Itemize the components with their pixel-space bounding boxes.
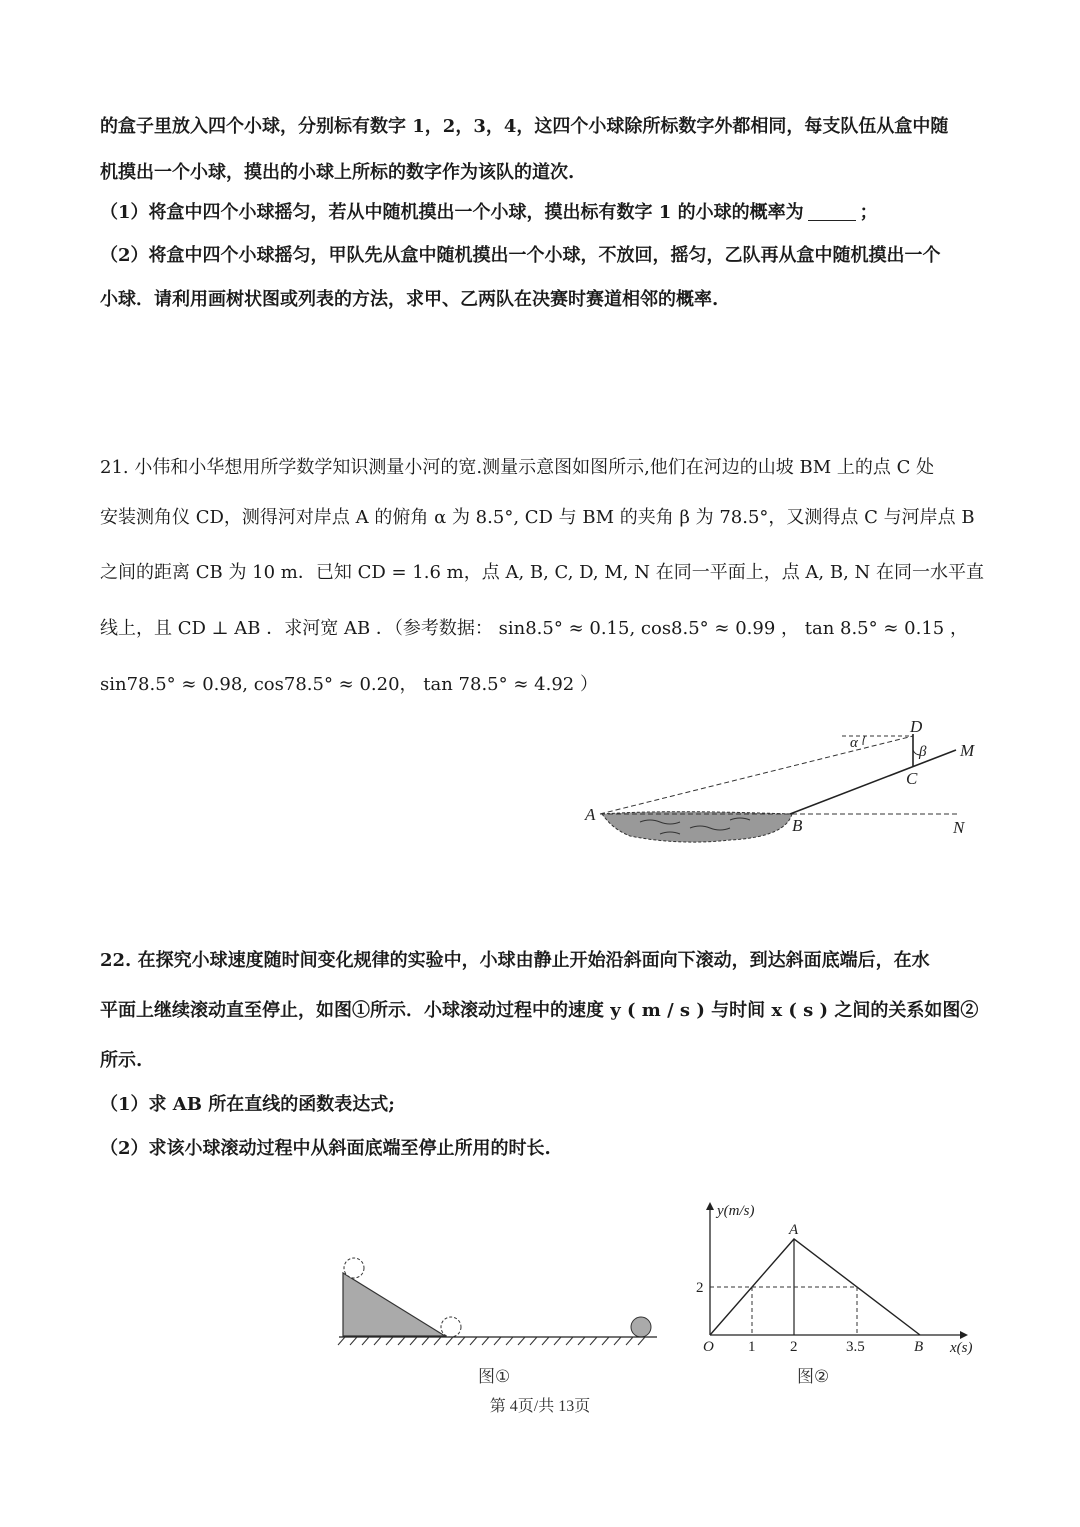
hatch-mark [590,1337,597,1345]
ball-top [344,1258,364,1278]
q20-part-2-line-2: 小球．请利用画树状图或列表的方法，求甲、乙两队在决赛时赛道相邻的概率. [100,289,719,310]
hatch-mark [614,1337,621,1345]
ramp [343,1273,445,1336]
velocity-graph [695,1195,985,1360]
hatch-mark [458,1337,465,1345]
label-B: B [792,816,803,835]
hatch-mark [530,1337,537,1345]
hatch-mark [566,1337,573,1345]
q21-line-1: 21. 小伟和小华想用所学数学知识测量小河的宽.测量示意图如图所示,他们在河边的山坡 BM 上的点 C 处 [100,457,935,478]
q20-part-1-end: ； [859,202,878,223]
hatch-mark [362,1337,369,1345]
hatch-mark [410,1337,417,1345]
river-shape [602,812,792,842]
label-D: D [910,717,923,736]
hatch-mark [446,1337,453,1345]
hatch-mark [494,1337,501,1345]
x-tick-label: 1 [748,1339,756,1355]
hatch-mark [482,1337,489,1345]
q21-line-3: 之间的距离 CB 为 10 m．已知 CD = 1.6 m，点 A, B, C, D, M, N 在同一平面上，点 A, B, N 在同一水平直 [100,562,985,583]
q22-part-1: （1）求 AB 所在直线的函数表达式; [100,1094,395,1115]
hatch-mark [626,1337,633,1345]
q22-line-2: 平面上继续滚动直至停止，如图①所示．小球滚动过程中的速度 y ( m / s ) 与时间 x ( s ) 之间的关系如图② [100,1000,979,1021]
q20-part-1 [100,198,878,224]
hatch-mark [422,1337,429,1345]
q22-part-2: （2）求该小球滚动过程中从斜面底端至停止所用的时长. [100,1138,551,1159]
q22-line-3: 所示. [100,1050,143,1071]
x-tick-label: 2 [790,1339,798,1355]
x-tick-label: 3.5 [846,1339,865,1355]
figure-1-caption: 图① [478,1367,511,1387]
figure-2-caption: 图② [797,1367,830,1387]
hatch-mark [638,1337,645,1345]
hatch-mark [554,1337,561,1345]
point-B-label: B [914,1339,924,1355]
q21-line-2: 安装测角仪 CD，测得河对岸点 A 的俯角 α 为 8.5°, CD 与 BM 的夹角 β 为 78.5°，又测得点 C 与河岸点 B [100,507,975,528]
ground-hatching [338,1337,645,1345]
q20-part-2-line-1: （2）将盒中四个小球摇匀，甲队先从盒中随机摸出一个小球，不放回，摇匀，乙队再从盒中随机摸出一个 [100,245,941,266]
ramp-figure [335,1255,665,1350]
hatch-mark [350,1337,357,1345]
x-axis-label: x(s) [950,1340,973,1356]
hatch-mark [602,1337,609,1345]
origin-label: O [703,1339,714,1355]
hatch-mark [338,1337,345,1345]
point-A-label: A [789,1222,799,1238]
y-tick-label: 2 [696,1280,704,1296]
hatch-mark [398,1337,405,1345]
hatch-mark [470,1337,477,1345]
answer-blank [808,202,856,221]
q21-line-5: sin78.5° ≈ 0.98, cos78.5° ≈ 0.20， tan 78.5° ≈ 4.92 ） [100,674,598,695]
label-N: N [953,818,965,837]
q20-line-1: 的盒子里放入四个小球，分别标有数字 1，2，3，4，这四个小球除所标数字外都相同，每支队伍从盒中随 [100,116,949,137]
hatch-mark [374,1337,381,1345]
hatch-mark [386,1337,393,1345]
q20-part-1-text: （1）将盒中四个小球摇匀，若从中随机摸出一个小球，摸出标有数字 1 的小球的概率为 [100,202,804,223]
label-A: A [585,805,596,824]
page-footer: 第 4页/共 13页 [489,1398,591,1415]
hatch-mark [506,1337,513,1345]
q20-line-2: 机摸出一个小球，摸出的小球上所标的数字作为该队的道次. [100,162,575,183]
ball-stopped [631,1317,651,1337]
label-alpha: α [850,735,858,751]
q21-line-4: 线上，且 CD ⊥ AB ．求河宽 AB ．（参考数据： sin8.5° ≈ 0.15, cos8.5° ≈ 0.99 ， tan 8.5° ≈ 0.15 ， [100,618,968,639]
q22-line-1: 22. 在探究小球速度随时间变化规律的实验中，小球由静止开始沿斜面向下滚动，到达斜面底端后，在水 [100,950,930,971]
hatch-mark [518,1337,525,1345]
river-diagram [580,710,1000,860]
ball-bottom [441,1317,461,1337]
label-beta: β [919,744,927,760]
label-M: M [960,741,975,760]
hatch-mark [578,1337,585,1345]
label-C: C [906,769,918,788]
hatch-mark [434,1337,441,1345]
hatch-mark [542,1337,549,1345]
y-axis-label: y(m/s) [717,1203,755,1219]
